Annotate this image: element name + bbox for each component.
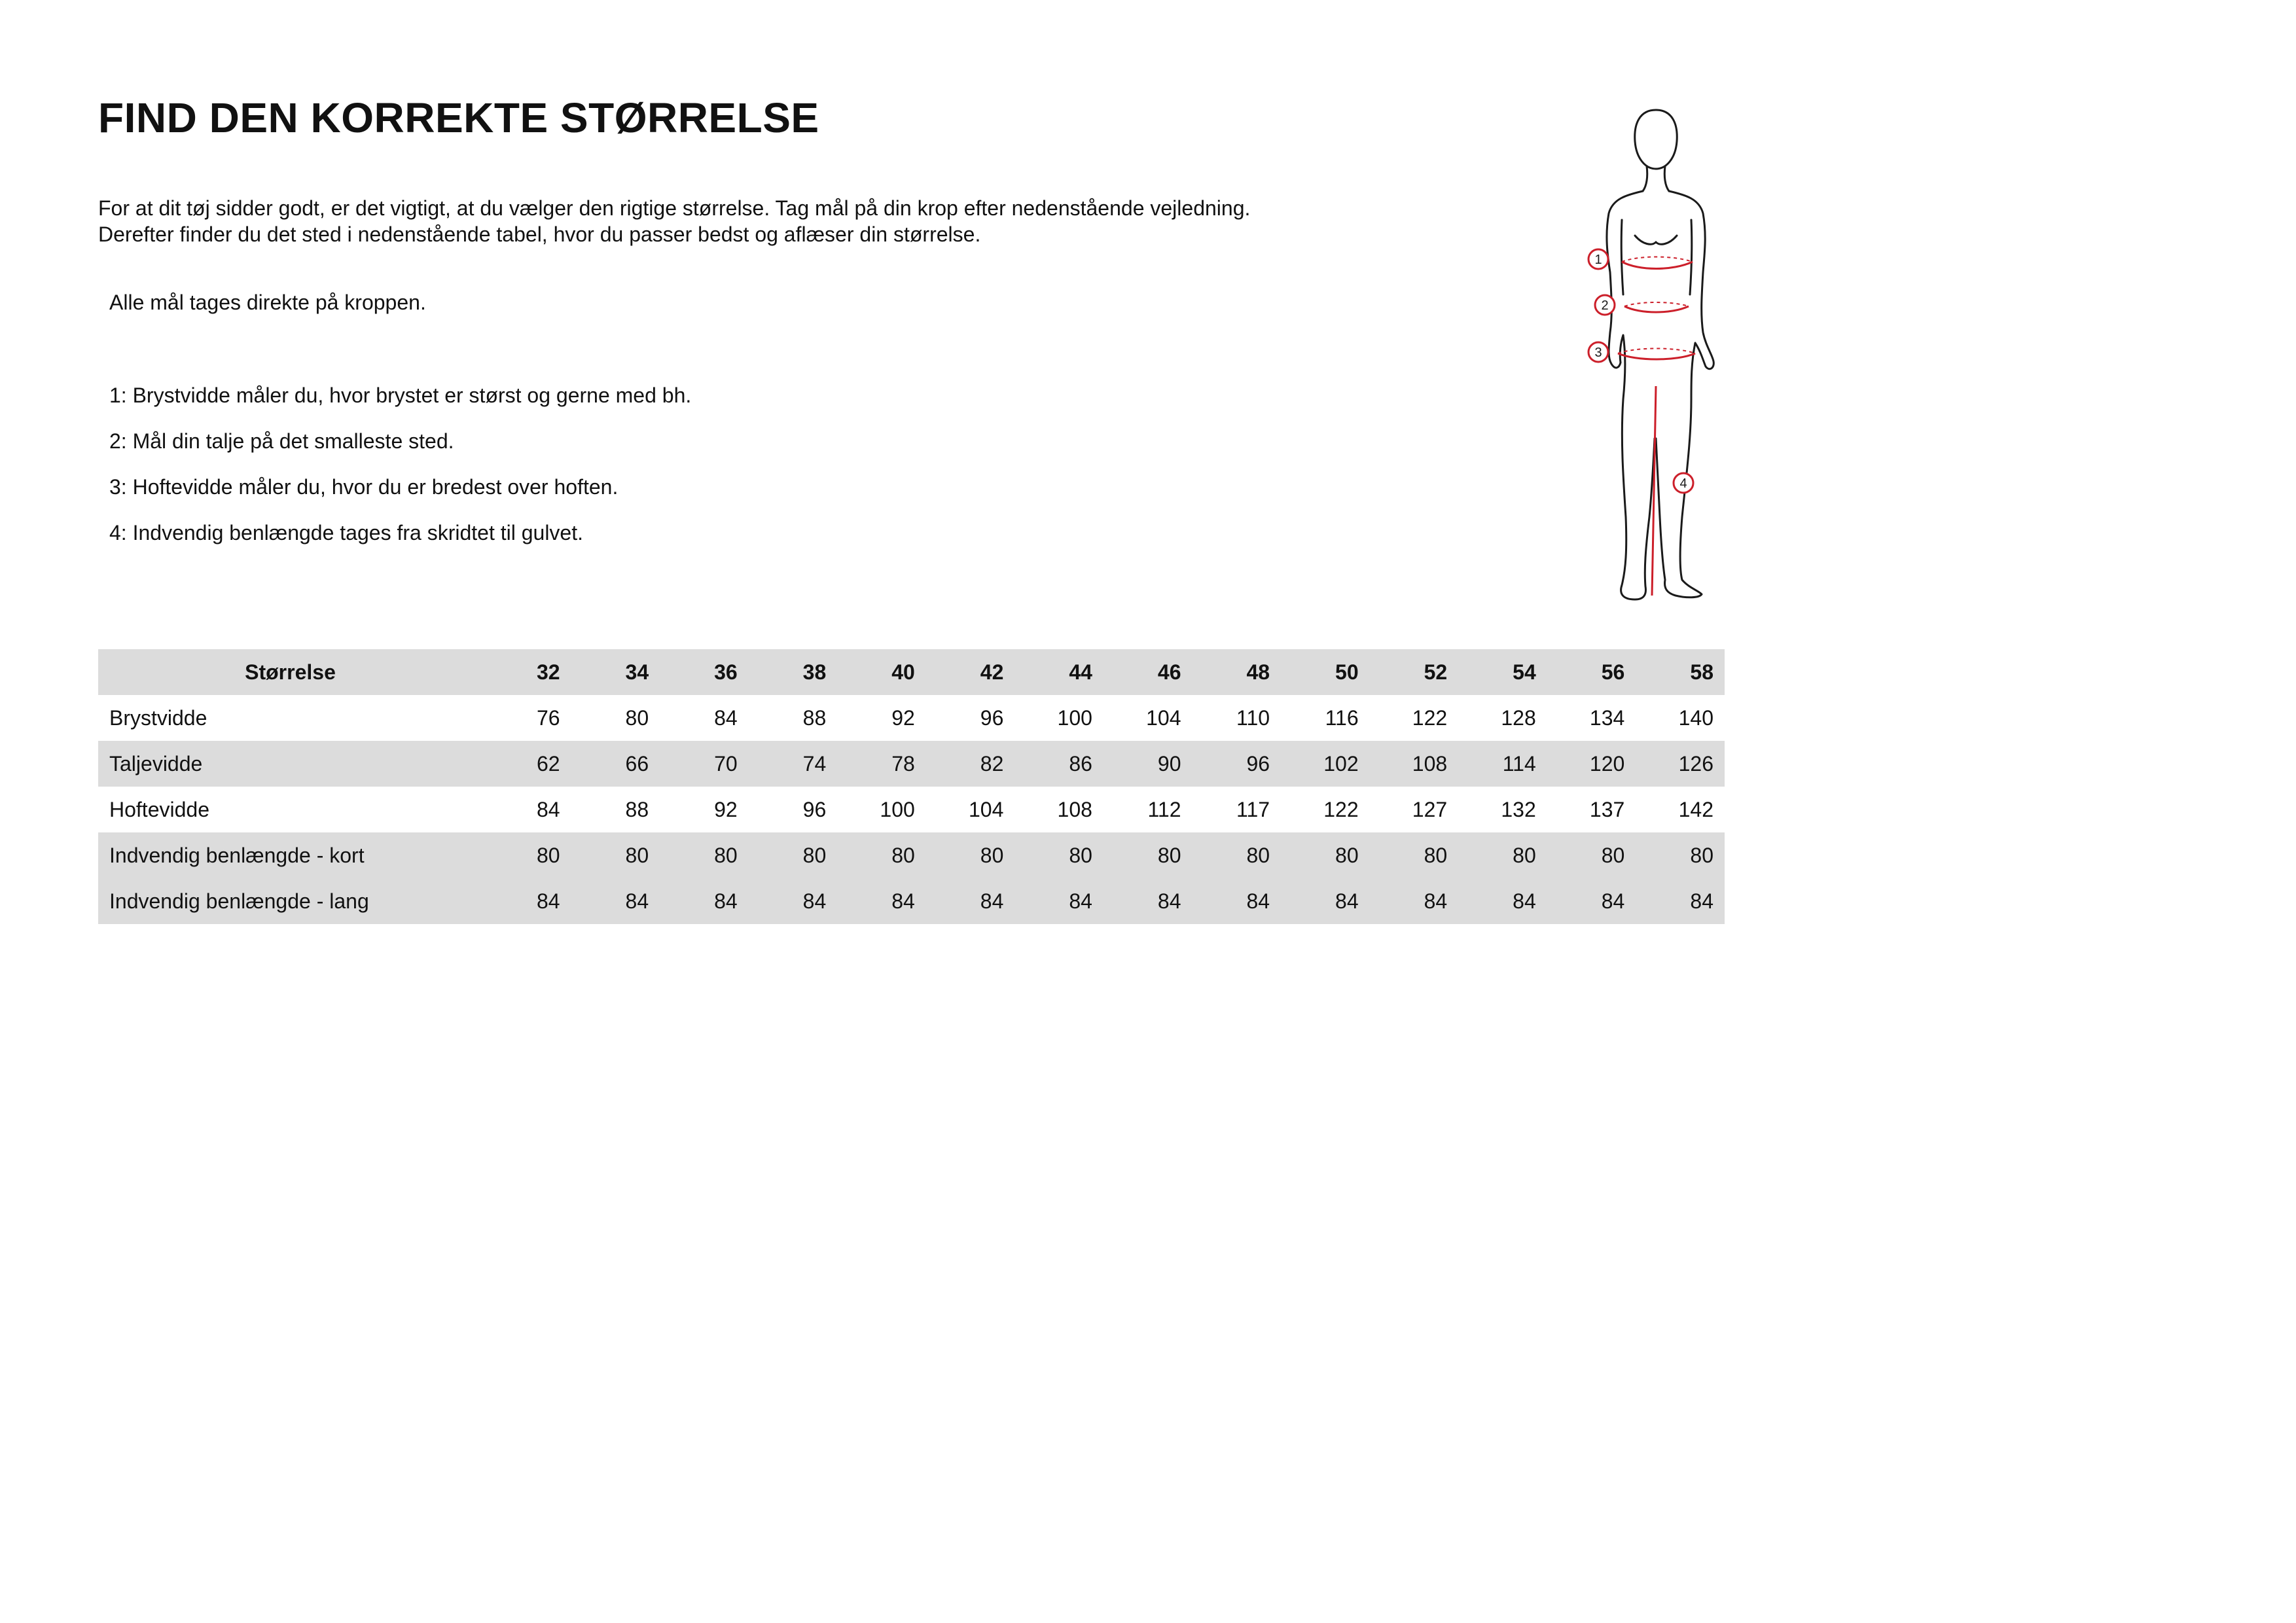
table-cell: 84: [1601, 889, 1625, 913]
size-header-cell: 44: [1069, 660, 1092, 684]
table-cell: 140: [1678, 705, 1713, 730]
size-header-cell: 54: [1513, 660, 1536, 684]
table-cell: 100: [880, 797, 915, 821]
table-cell: 76: [536, 705, 560, 730]
table-cell: 80: [1069, 843, 1092, 867]
table-cell: 80: [1335, 843, 1359, 867]
table-cell: 100: [1057, 705, 1092, 730]
table-cell: 80: [1157, 843, 1181, 867]
table-cell: 84: [714, 705, 738, 730]
table-row: [98, 878, 1725, 924]
table-row: [98, 741, 1725, 787]
table-cell: 80: [1513, 843, 1536, 867]
table-cell: 80: [802, 843, 827, 867]
size-header-cell: 56: [1601, 660, 1625, 684]
table-cell: 112: [1147, 797, 1181, 821]
table-cell: 108: [1412, 751, 1448, 776]
step-inseam: 4: Indvendig benlængde tages fra skridtet til gulvet.: [109, 521, 583, 544]
table-cell: 122: [1412, 705, 1448, 730]
size-header-cell: 50: [1335, 660, 1359, 684]
size-header-cell: 36: [714, 660, 738, 684]
table-cell: 134: [1589, 705, 1625, 730]
table-cell: 80: [536, 843, 560, 867]
size-header-cell: 58: [1690, 660, 1713, 684]
body-measurement-figure-icon: [1558, 98, 1754, 622]
row-label-waist: Taljevidde: [109, 751, 203, 776]
page-title: FIND DEN KORREKTE STØRRELSE: [98, 94, 819, 141]
table-cell: 88: [625, 797, 649, 821]
table-cell: 90: [1157, 751, 1181, 776]
row-label-hip: Hoftevidde: [109, 797, 209, 821]
table-cell: 96: [980, 705, 1004, 730]
table-cell: 84: [1246, 889, 1270, 913]
measurement-steps: [109, 382, 691, 565]
table-cell: 80: [625, 843, 649, 867]
table-cell: 84: [891, 889, 915, 913]
table-cell: 80: [1424, 843, 1448, 867]
table-cell: 114: [1502, 751, 1536, 776]
table-cell: 80: [1601, 843, 1625, 867]
table-cell: 86: [1069, 751, 1092, 776]
table-cell: 80: [980, 843, 1004, 867]
table-cell: 74: [802, 751, 827, 776]
table-cell: 104: [968, 797, 1004, 821]
measurement-note: Alle mål tages direkte på kroppen.: [109, 291, 426, 314]
table-cell: 132: [1501, 797, 1536, 821]
table-cell: 117: [1236, 797, 1270, 821]
table-cell: 116: [1325, 705, 1359, 730]
marker-2: 2: [1601, 298, 1609, 313]
intro-line: Derefter finder du det sted i nedenstående tabel, hvor du passer bedst og aflæser din størrelse.: [98, 223, 981, 246]
table-cell: 84: [536, 797, 560, 821]
table-cell: 120: [1589, 751, 1625, 776]
table-cell: 70: [714, 751, 738, 776]
table-cell: 84: [1069, 889, 1092, 913]
table-cell: 80: [1690, 843, 1713, 867]
table-cell: 82: [980, 751, 1004, 776]
table-cell: 84: [1335, 889, 1359, 913]
row-label-inseam-long: Indvendig benlængde - lang: [109, 889, 369, 913]
size-header-cell: 38: [802, 660, 827, 684]
marker-1: 1: [1594, 253, 1602, 267]
size-header-cell: 52: [1424, 660, 1448, 684]
table-cell: 96: [802, 797, 827, 821]
table-cell: 126: [1678, 751, 1713, 776]
size-header-cell: 40: [891, 660, 915, 684]
table-row: [98, 832, 1725, 878]
table-cell: 80: [891, 843, 915, 867]
table-cell: 84: [802, 889, 827, 913]
table-cell: 80: [1246, 843, 1270, 867]
size-header-cell: 46: [1157, 660, 1181, 684]
row-label-bust: Brystvidde: [109, 705, 207, 730]
step-waist: 2: Mål din talje på det smalleste sted.: [109, 429, 454, 453]
marker-4: 4: [1679, 476, 1687, 491]
intro-line: For at dit tøj sidder godt, er det vigtigt, at du vælger den rigtige størrelse. Tag mål på din krop efter nedenstående vejledning.: [98, 196, 1251, 220]
intro-text: [98, 195, 1407, 247]
table-cell: 128: [1501, 705, 1536, 730]
table-cell: 80: [714, 843, 738, 867]
size-header-cell: 32: [536, 660, 560, 684]
row-label-inseam-short: Indvendig benlængde - kort: [109, 843, 365, 867]
size-header-cell: 42: [980, 660, 1004, 684]
table-cell: 84: [1513, 889, 1536, 913]
table-cell: 92: [891, 705, 915, 730]
table-cell: 122: [1323, 797, 1359, 821]
table-cell: 84: [536, 889, 560, 913]
table-cell: 84: [1690, 889, 1713, 913]
table-cell: 88: [802, 705, 827, 730]
table-cell: 84: [625, 889, 649, 913]
table-cell: 102: [1323, 751, 1359, 776]
size-header-cell: 48: [1246, 660, 1270, 684]
table-cell: 84: [1157, 889, 1181, 913]
table-cell: 142: [1678, 797, 1713, 821]
table-cell: 108: [1057, 797, 1092, 821]
table-cell: 127: [1412, 797, 1448, 821]
size-header-row: [98, 649, 1725, 695]
size-header-cell: 34: [625, 660, 649, 684]
table-cell: 110: [1236, 705, 1270, 730]
table-cell: 84: [980, 889, 1004, 913]
table-cell: 92: [714, 797, 738, 821]
size-header-label: Størrelse: [245, 660, 336, 684]
table-cell: 66: [625, 751, 649, 776]
table-cell: 96: [1246, 751, 1270, 776]
table-cell: 84: [714, 889, 738, 913]
table-cell: 104: [1146, 705, 1181, 730]
marker-3: 3: [1594, 346, 1602, 360]
table-row: [98, 787, 1725, 832]
step-hip: 3: Hoftevidde måler du, hvor du er bredest over hoften.: [109, 475, 619, 499]
table-cell: 62: [536, 751, 560, 776]
table-cell: 80: [625, 705, 649, 730]
table-row: [98, 695, 1725, 741]
table-cell: 84: [1424, 889, 1448, 913]
table-cell: 78: [891, 751, 915, 776]
size-table: [98, 649, 1725, 924]
table-cell: 137: [1589, 797, 1625, 821]
step-bust: 1: Brystvidde måler du, hvor brystet er størst og gerne med bh.: [109, 383, 692, 407]
